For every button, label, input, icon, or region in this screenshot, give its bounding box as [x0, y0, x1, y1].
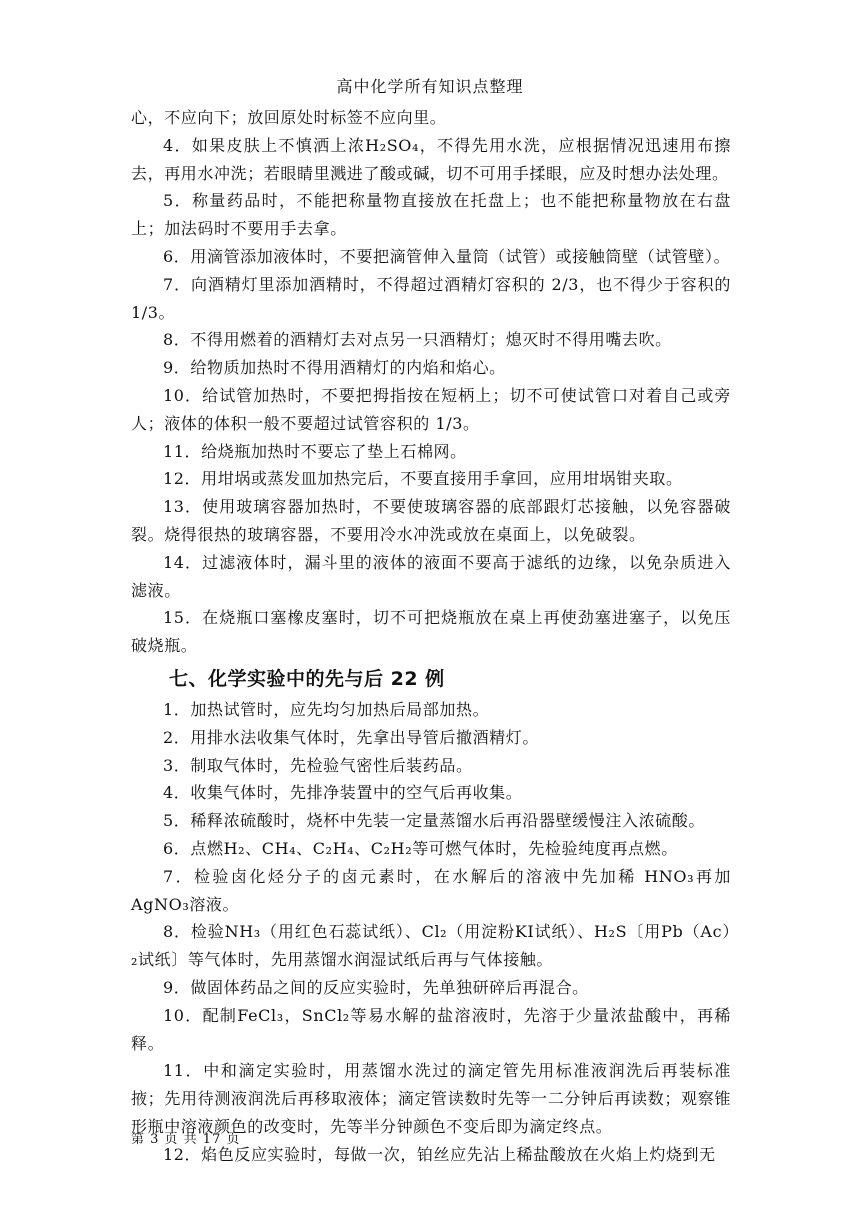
- order-rules-list: [131, 696, 731, 1169]
- page-header-title: 高中化学所有知识点整理: [336, 77, 524, 96]
- paragraph: 6．用滴管添加液体时，不要把滴管伸入量筒（试管）或接触筒壁（试管壁）。: [163, 246, 731, 266]
- paragraph: 9．给物质加热时不得用酒精灯的内焰和焰心。: [163, 358, 506, 378]
- paragraph: 8．不得用燃着的酒精灯去对点另一只酒精灯；熄灭时不得用嘴去吹。: [163, 330, 672, 350]
- safety-rules-list: [131, 104, 731, 660]
- paragraph: 4．收集气体时，先排净装置中的空气后再收集。: [163, 783, 523, 803]
- paragraph: 5．称量药品时，不能把称量物直接放在托盘上；也不能把称量物放在右盘上；加法码时不要用手去拿。: [131, 191, 731, 239]
- paragraph: 11．给烧瓶加热时不要忘了垫上石棉网。: [163, 441, 467, 461]
- paragraph: 3．制取气体时，先检验气密性后装药品。: [163, 755, 473, 775]
- paragraph: 5．稀释浓硫酸时，烧杯中先装一定量蒸馏水后再沿器壁缓慢注入浓硫酸。: [163, 811, 705, 831]
- paragraph: 12．用坩埚或蒸发皿加热完后，不要直接用手拿回，应用坩埚钳夹取。: [163, 469, 683, 489]
- paragraph: 7．检验卤化烃分子的卤元素时，在水解后的溶液中先加稀 HNO₃再加 AgNO₃溶液。: [131, 866, 731, 914]
- page-number: 第 3 页 共 17 页: [131, 1132, 241, 1147]
- paragraph: 心，不应向下；放回原处时标签不应向里。: [131, 108, 447, 127]
- paragraph: 2．用排水法收集气体时，先拿出导管后撤酒精灯。: [163, 727, 539, 747]
- paragraph: 6．点燃H₂、CH₄、C₂H₄、C₂H₂等可燃气体时，先检验纯度再点燃。: [163, 838, 678, 858]
- paragraph: 10．给试管加热时，不要把拇指按在短柄上；切不可使试管口对着自己或旁人；液体的体积一般不要超过试管容积的 1/3。: [131, 385, 731, 433]
- paragraph: 7．向酒精灯里添加酒精时，不得超过酒精灯容积的 2/3，也不得少于容积的 1/3。: [131, 274, 731, 322]
- paragraph: 4．如果皮肤上不慎洒上浓H₂SO₄，不得先用水洗，应根据情况迅速用布擦去，再用水冲洗；若眼睛里溅进了酸或碱，切不可用手揉眼，应及时想办法处理。: [131, 135, 731, 183]
- page-content: [131, 104, 731, 1168]
- paragraph: 12．焰色反应实验时，每做一次，铂丝应先沾上稀盐酸放在火焰上灼烧到无: [163, 1144, 716, 1164]
- paragraph: 14．过滤液体时，漏斗里的液体的液面不要高于滤纸的边缘，以免杂质进入滤液。: [131, 552, 731, 600]
- paragraph: 8．检验NH₃（用红色石蕊试纸）、Cl₂（用淀粉KI试纸）、H₂S〔用Pb（Ac）₂试纸〕等气体时，先用蒸馏水润湿试纸后再与气体接触。: [131, 922, 731, 970]
- paragraph: 1．加热试管时，应先均匀加热后局部加热。: [163, 699, 490, 719]
- paragraph: 11．中和滴定实验时，用蒸馏水洗过的滴定管先用标准液润洗后再装标准掖；先用待测液润洗后再移取液体；滴定管读数时先等一二分钟后再读数；观察锥形瓶中溶液颜色的改变时，先等半分钟颜色不变后即为滴定终点。: [131, 1061, 731, 1136]
- section-heading: 七、化学实验中的先与后 22 例: [169, 667, 445, 690]
- paragraph: 15．在烧瓶口塞橡皮塞时，切不可把烧瓶放在桌上再使劲塞进塞子，以免压破烧瓶。: [131, 608, 731, 656]
- paragraph: 13．使用玻璃容器加热时，不要使玻璃容器的底部跟灯芯接触，以免容器破裂。烧得很热的玻璃容器，不要用冷水冲洗或放在桌面上，以免破裂。: [131, 497, 731, 544]
- paragraph: 9．做固体药品之间的反应实验时，先单独研碎后再混合。: [163, 977, 589, 997]
- paragraph: 10．配制FeCl₃，SnCl₂等易水解的盐溶液时，先溶于少量浓盐酸中，再稀释。: [131, 1005, 731, 1053]
